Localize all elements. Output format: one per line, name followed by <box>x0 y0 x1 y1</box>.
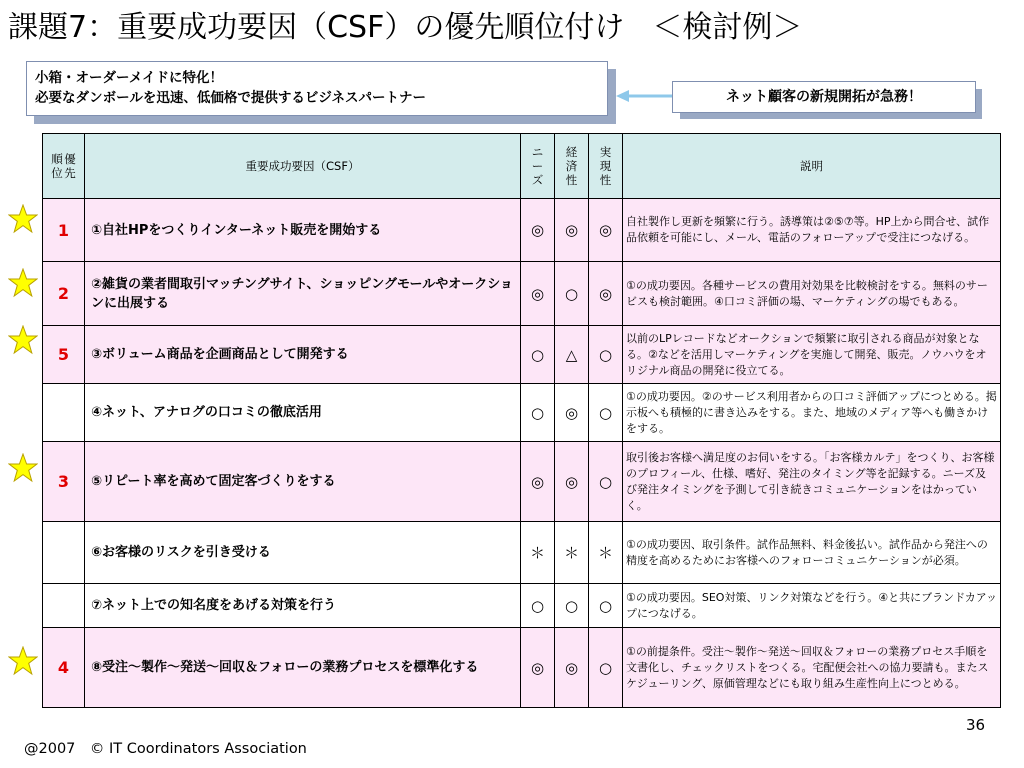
feasibility-cell: ◎ <box>589 262 623 326</box>
economy-cell: ◎ <box>555 628 589 708</box>
feasibility-cell: ○ <box>589 584 623 628</box>
factor-cell: ⑥お客様のリスクを引き受ける <box>85 522 521 584</box>
factor-cell: ④ネット、アナログの口コミの徹底活用 <box>85 384 521 442</box>
description-cell: ①の成功要因。SEO対策、リンク対策などを行う。④と共にブランドカアップにつなげる。 <box>623 584 1001 628</box>
description-cell: ①の成功要因。各種サービスの費用対効果を比較検討をする。無料のサービスも検討範囲。④口コミ評価の場、マーケティングの場でもある。 <box>623 262 1001 326</box>
rank-cell: 2 <box>43 262 85 326</box>
feasibility-cell: ＊ <box>589 522 623 584</box>
feasibility-cell: ○ <box>589 326 623 384</box>
arrow-left-icon <box>616 90 672 102</box>
rank-cell <box>43 522 85 584</box>
star-icon <box>8 646 38 676</box>
factor-cell: ⑧受注～製作～発送～回収＆フォローの業務プロセスを標準化する <box>85 628 521 708</box>
factor-cell: ⑤リピート率を高めて固定客づくりをする <box>85 442 521 522</box>
description-cell: ①の成功要因。②のサービス利用者からの口コミ評価アップにつとめる。掲示板へも積極的に書き込みをする。また、地域のメディア等へも働きかけをする。 <box>623 384 1001 442</box>
needs-cell: ○ <box>521 384 555 442</box>
table-row <box>43 262 1001 326</box>
footer-copyright: @2007 © IT Coordinators Association <box>24 741 307 757</box>
callout-left <box>26 61 608 116</box>
rank-cell: 1 <box>43 199 85 262</box>
needs-cell: ○ <box>521 326 555 384</box>
economy-cell: ◎ <box>555 442 589 522</box>
table-row <box>43 522 1001 584</box>
feasibility-cell: ○ <box>589 384 623 442</box>
factor-cell: ⑦ネット上での知名度をあげる対策を行う <box>85 584 521 628</box>
needs-cell: ◎ <box>521 199 555 262</box>
description-cell: ①の成功要因、取引条件。試作品無料、料金後払い。試作品から発注への精度を高めるためにお客様へのフォローコミュニケーションが必須。 <box>623 522 1001 584</box>
feasibility-cell: ○ <box>589 442 623 522</box>
economy-cell: ○ <box>555 262 589 326</box>
needs-cell: ◎ <box>521 262 555 326</box>
slide-title <box>8 2 802 46</box>
needs-cell: ＊ <box>521 522 555 584</box>
table-row <box>43 628 1001 708</box>
economy-cell: ○ <box>555 584 589 628</box>
header-economy: 経済性 <box>555 134 589 199</box>
rank-cell: 5 <box>43 326 85 384</box>
needs-cell: ○ <box>521 584 555 628</box>
header-csf: 重要成功要因（CSF） <box>85 134 521 199</box>
table-header-row <box>43 134 1001 199</box>
star-icon <box>8 268 38 298</box>
table-row <box>43 199 1001 262</box>
callout-left-line2: 必要なダンボールを迅速、低価格で提供するビジネスパートナー <box>35 90 426 106</box>
table-row <box>43 384 1001 442</box>
header-feasibility: 実現性 <box>589 134 623 199</box>
header-rank-priority <box>43 134 85 199</box>
needs-cell: ◎ <box>521 628 555 708</box>
example-label: ＜検討例＞ <box>652 10 803 45</box>
header-priority: 優先 <box>64 152 76 180</box>
economy-cell: △ <box>555 326 589 384</box>
factor-cell: ②雑貨の業者間取引マッチングサイト、ショッピングモールやオークションに出展する <box>85 262 521 326</box>
star-icon <box>8 325 38 355</box>
title-text: 課題7：重要成功要因（CSF）の優先順位付け <box>8 10 625 45</box>
needs-cell: ◎ <box>521 442 555 522</box>
header-description: 説明 <box>623 134 1001 199</box>
rank-cell <box>43 384 85 442</box>
header-needs: ニーズ <box>521 134 555 199</box>
star-icon <box>8 204 38 234</box>
table-row <box>43 326 1001 384</box>
table-row <box>43 442 1001 522</box>
page-number: 36 <box>966 716 986 734</box>
callout-right: ネット顧客の新規開拓が急務！ <box>672 81 976 113</box>
description-cell: 以前のLPレコードなどオークションで頻繁に取引される商品が対象となる。②などを活用しマーケティングを実施して開発、販売。ノウハウをオリジナル商品の開発に役立てる。 <box>623 326 1001 384</box>
callout-left-line1: 小箱・オーダーメイドに特化！ <box>35 70 224 86</box>
economy-cell: ＊ <box>555 522 589 584</box>
factor-cell: ①自社HPをつくりインターネット販売を開始する <box>85 199 521 262</box>
factor-cell: ③ボリューム商品を企画商品として開発する <box>85 326 521 384</box>
rank-cell <box>43 584 85 628</box>
description-cell: 取引後お客様へ満足度のお伺いをする。「お客様カルテ」をつくり、お客様のプロフィール、仕様、嗜好、発注のタイミング等を記録する。ニーズ及び発注タイミングを予測して引き続きコミュニケーションをはかっていく。 <box>623 442 1001 522</box>
star-icon <box>8 453 38 483</box>
feasibility-cell: ◎ <box>589 199 623 262</box>
rank-cell: 3 <box>43 442 85 522</box>
economy-cell: ◎ <box>555 199 589 262</box>
description-cell: 自社製作し更新を頻繁に行う。誘導策は②⑤⑦等。HP上から問合せ、試作品依頼を可能にし、メール、電話のフォローアップで受注につなげる。 <box>623 199 1001 262</box>
description-cell: ①の前提条件。受注～製作～発送～回収＆フォローの業務プロセス手順を文書化し、チェックリストをつくる。宅配便会社への協力要請も。またスケジューリング、原価管理などにも取り組み生産性向上につとめる。 <box>623 628 1001 708</box>
rank-cell: 4 <box>43 628 85 708</box>
table-row <box>43 584 1001 628</box>
feasibility-cell: ○ <box>589 628 623 708</box>
economy-cell: ◎ <box>555 384 589 442</box>
csf-table <box>42 133 1001 708</box>
header-rank: 順位 <box>51 152 63 180</box>
